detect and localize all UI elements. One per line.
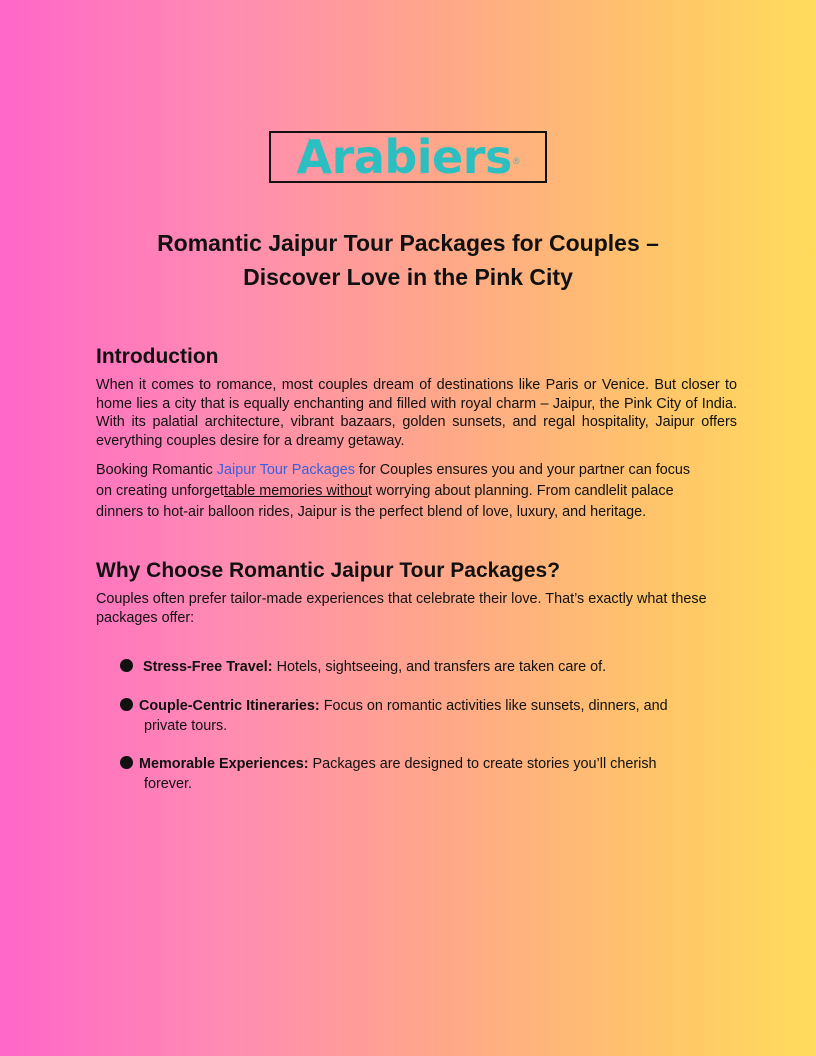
list-item-continuation: forever. [144, 776, 192, 792]
list-item [120, 657, 700, 677]
registered-mark: ® [512, 156, 520, 166]
list-item-bold: Memorable Experiences: [139, 756, 309, 772]
bullet-icon [120, 659, 133, 672]
booking-line2-a: on creating unforget [96, 483, 225, 499]
intro-paragraph: When it comes to romance, most couples dream of destinations like Paris or Venice. But closer to home lies a city that is equally enchanting and filled with royal charm – Jaipur, the Pink City of India. With its palatial architecture, vibrant bazaars, golden sunsets, and regal hospitality, Jaipur offers everything couples desire for a dreamy getaway. [96, 377, 737, 450]
why-heading: Why Choose Romantic Jaipur Tour Packages? [96, 559, 561, 582]
booking-text-after: for Couples ensures you and your partner can focus [354, 462, 691, 478]
list-item-bold: Stress-Free Travel: [143, 659, 273, 675]
bullet-icon [120, 698, 133, 711]
title-line-1: Romantic Jaipur Tour Packages for Couples – [157, 230, 659, 256]
list-item-bold: Couple-Centric Itineraries: [139, 698, 320, 714]
jaipur-tour-packages-link[interactable]: Jaipur Tour Packages [216, 462, 355, 478]
brand-logo [269, 131, 547, 183]
list-item-text: Hotels, sightseeing, and transfers are taken care of. [272, 659, 607, 675]
list-item [120, 696, 700, 736]
title-line-2: Discover Love in the Pink City [243, 264, 573, 290]
bullet-icon [120, 756, 133, 769]
why-paragraph: Couples often prefer tailor-made experiences that celebrate their love. That’s exactly what these packages offer: [96, 591, 707, 626]
list-item-continuation: private tours. [144, 718, 228, 734]
list-item [120, 754, 700, 794]
intro-heading: Introduction [96, 345, 219, 368]
booking-line2-b: t worrying about planning. From candlelit palace [368, 483, 674, 499]
booking-text-before: Booking Romantic [96, 462, 217, 478]
list-item-text: Focus on romantic activities like sunsets, dinners, and [319, 698, 668, 714]
booking-paragraph [96, 460, 716, 523]
list-item-text: Packages are designed to create stories you’ll cherish [308, 756, 657, 772]
page-title [96, 226, 720, 294]
booking-line3: dinners to hot-air balloon rides, Jaipur is the perfect blend of love, luxury, and heritage. [96, 504, 647, 520]
booking-line2-underlined: table memories withou [224, 483, 368, 499]
logo-text: Arabiers [296, 130, 512, 184]
